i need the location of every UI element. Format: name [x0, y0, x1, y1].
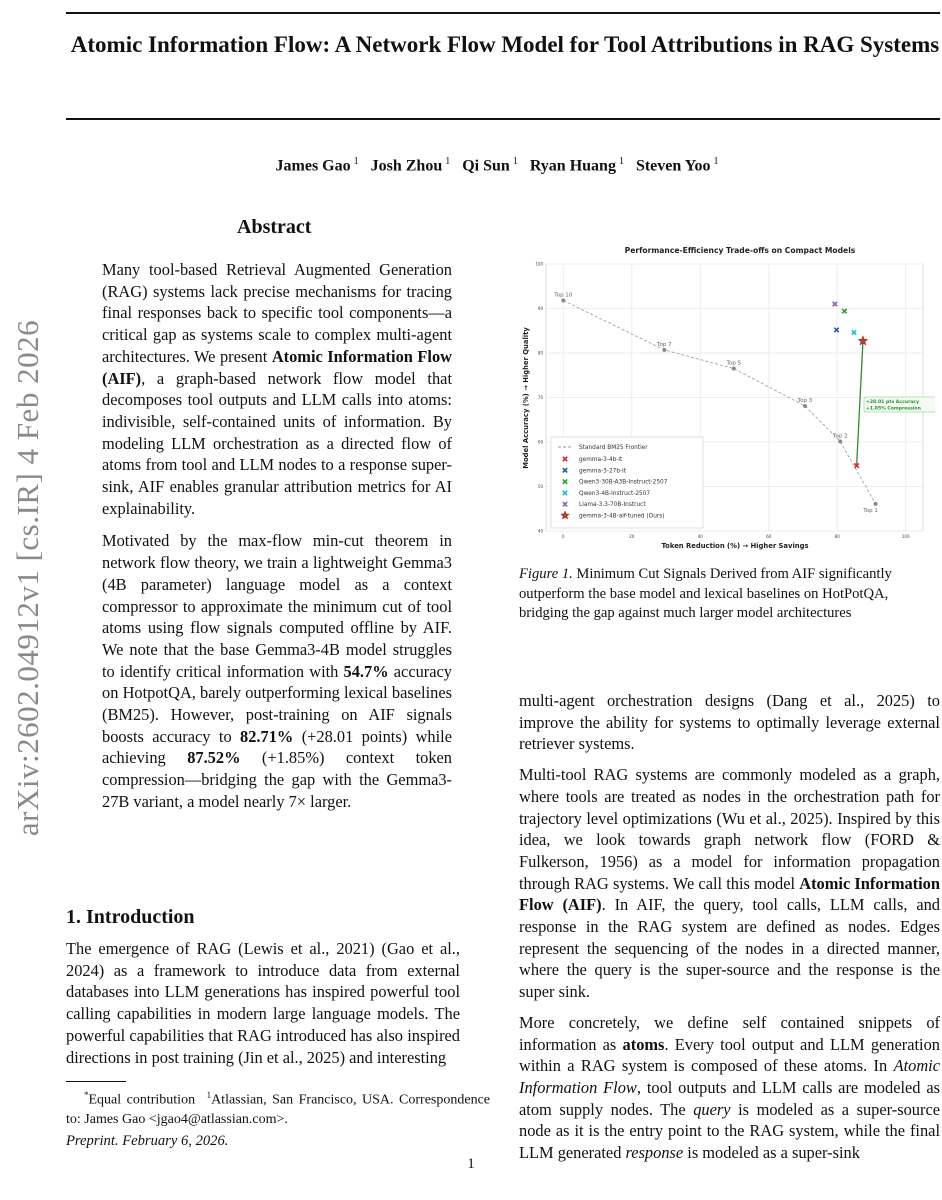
italic-text: Atomic Information Flow — [519, 1056, 940, 1097]
y-tick-label: 40 — [537, 528, 543, 534]
author-name: Steven Yoo — [635, 157, 711, 175]
frontier-point — [662, 348, 666, 352]
author-name: James Gao — [275, 157, 351, 175]
legend-label: Standard BM25 Frontier — [579, 445, 648, 451]
bold-text: Atomic Information Flow (AIF) — [102, 346, 452, 388]
introduction-body — [66, 938, 460, 1068]
abstract-paragraph — [102, 530, 452, 812]
bold-text: 87.52% — [187, 748, 241, 768]
body-paragraph — [519, 1012, 940, 1164]
body-paragraph — [519, 690, 940, 755]
frontier-point — [561, 298, 565, 302]
page-number: 1 — [467, 1156, 475, 1172]
author-name: Ryan Huang — [529, 157, 616, 175]
frontier-point — [803, 404, 807, 408]
frontier-point-label: Top 3 — [797, 397, 813, 404]
frontier-point — [732, 367, 736, 371]
author-affiliation-mark: 1 — [512, 156, 518, 167]
bold-text: Atomic Information Flow (AIF) — [519, 873, 940, 915]
annotation-compression: +1.85% Compression — [866, 406, 921, 412]
italic-text: response — [625, 1143, 684, 1163]
bold-text: 82.71% — [240, 726, 294, 746]
legend-label: gemma-3-27b-it — [579, 468, 626, 475]
y-tick-label: 70 — [537, 395, 543, 400]
text-run: Multi-tool RAG systems are commonly modeled as a graph, where tools are treated as nodes in the orchestration path for trajectory level optimizations (Wu et al., 2025). Inspired by this idea, we look towards graph network flow (FORD & Fulkerson, 1956) as a model for information propagation through RAG systems. We call this model — [519, 765, 940, 893]
text-run: multi-agent orchestration designs (Dang et al., 2025) to improve the ability for systems to optimally leverage external retriever systems. — [519, 691, 940, 754]
author-name: Josh Zhou — [370, 157, 443, 175]
top-rule — [66, 12, 940, 14]
performance-efficiency-chart — [515, 240, 935, 560]
paper-title: Atomic Information Flow: A Network Flow Model for Tool Attributions in RAG Systems — [70, 32, 940, 57]
frontier-point — [874, 502, 878, 506]
text-run: , tool outputs and LLM calls are modeled as atom supply nodes. The — [519, 1077, 941, 1119]
x-tick-label: 60 — [766, 534, 772, 539]
y-tick-label: 50 — [537, 484, 543, 489]
text-run: The emergence of RAG (Lewis et al., 2021) (Gao et al., 2024) as a framework to introduce data from external databases into LLM generations has inspired powerful tool calling capabilities in modern large language models. The powerful capabilities that RAG introduced has also inspired directions in post training (Jin et al., 2025) and interesting — [66, 939, 460, 1067]
author-affiliation-mark: 1 — [353, 156, 359, 167]
x-tick-label: 40 — [697, 534, 703, 539]
legend-label: Llama-3.3-70B-Instruct — [579, 502, 646, 509]
x-tick-label: 80 — [834, 534, 840, 539]
text-run: (+1.85%) context token compression—bridging the gap with the Gemma3-27B variant, a model nearly 7× larger. — [102, 748, 453, 811]
text-run: More concretely, we define self contained snippets of information as — [519, 1012, 940, 1054]
footnote: *Equal contribution $^1$Atlassian, San Francisco, USA. Correspondence to: James Gao <jgao4@atlassian.com>. — [66, 1090, 490, 1127]
chart-title: Performance-Efficiency Trade-offs on Compact Models — [624, 246, 856, 255]
arxiv-identifier-stamp: arXiv:2602.04912v1 [cs.IR] 4 Feb 2026 — [10, 319, 45, 837]
frontier-point-label: Top 2 — [833, 433, 848, 440]
y-tick-label: 80 — [537, 350, 543, 356]
text-run: . Every tool output and LLM generation within a RAG system is composed of these atoms. In — [519, 1034, 940, 1076]
footnote-equal-contribution: Equal contribution — [88, 1092, 196, 1108]
text-run: (+28.01 points) while achieving — [102, 726, 452, 768]
legend-label: gemma-3-4B-aif-tuned (Ours) — [579, 513, 665, 520]
bold-text: atoms — [622, 1034, 665, 1054]
y-tick-label: 100 — [535, 261, 543, 267]
legend-label: Qwen3-4B-Instruct-2507 — [579, 490, 651, 497]
text-run: accuracy on HotpotQA, barely outperforming lexical baselines (BM25). However, post-training on AIF signals boosts accuracy to — [102, 661, 452, 746]
frontier-point-label: Top 5 — [726, 360, 742, 367]
footnote-affiliation: Atlassian, San Francisco, USA. Correspondence to: James Gao <jgao4@atlassian.com>. — [66, 1092, 490, 1127]
right-column-body — [519, 690, 940, 1164]
text-run: is modeled as a super-source node as it is the entry point to the RAG system, while the final LLM generated — [519, 1099, 941, 1163]
y-axis-label: Model Accuracy (%) → Higher Quality — [522, 327, 530, 469]
body-paragraph — [519, 764, 940, 1003]
title-rule — [66, 118, 940, 120]
preprint-date: Preprint. February 6, 2026. — [66, 1133, 229, 1149]
italic-text: query — [693, 1099, 731, 1119]
author-list — [66, 156, 940, 175]
bold-text: 54.7% — [343, 661, 389, 681]
annotation-accuracy: +28.01 pts Accuracy — [866, 400, 920, 405]
text-run: . In AIF, the query, tool calls, LLM calls, and response in the RAG system are defined as nodes. Edges represent the sequencing of the nodes in a directed manner, where the query is the super-source and the response is the super sink. — [519, 895, 940, 1002]
figure-caption-text: Minimum Cut Signals Derived from AIF significantly outperform the base model and lexical baselines on HotPotQA, bridging the gap against much larger model architectures — [519, 566, 892, 621]
y-tick-label: 90 — [537, 306, 543, 311]
x-tick-label: 100 — [901, 534, 910, 539]
author-affiliation-mark: 1 — [445, 156, 451, 167]
frontier-point-label: Top 10 — [554, 292, 573, 299]
x-tick-label: 20 — [629, 534, 635, 539]
abstract-paragraph — [102, 259, 452, 519]
frontier-point — [838, 440, 842, 444]
frontier-point-label: Top 7 — [657, 341, 672, 348]
frontier-point-label: Top 1 — [863, 507, 878, 514]
author-affiliation-mark: 1 — [618, 156, 624, 167]
text-run: , a graph-based network flow model that decomposes tool outputs and LLM calls into atoms: indivisible, self-contained units of information. By modeling LLM orchestration as a directed flow of atoms from tool and LLM nodes to a response super-sink, AIF enables granular attribution metrics for AI explainability. — [102, 368, 452, 518]
author-name: Qi Sun — [462, 157, 510, 175]
section-heading-introduction: 1. Introduction — [66, 906, 195, 928]
abstract-heading: Abstract — [237, 216, 312, 238]
y-tick-label: 60 — [537, 439, 543, 445]
text-run: Many tool-based Retrieval Augmented Generation (RAG) systems lack precise mechanisms for tracing final responses back to specific tool components—a critical gap as systems scale to complex multi-agent architectures. We present — [102, 260, 452, 366]
x-tick-label: 0 — [562, 534, 565, 539]
footnote-rule — [66, 1081, 126, 1082]
abstract-body — [102, 259, 452, 813]
legend-label: Qwen3-30B-A3B-Instruct-2507 — [579, 479, 668, 486]
figure-label: Figure 1. — [519, 566, 573, 582]
text-run: is modeled as a super-sink — [683, 1143, 860, 1163]
legend-label: gemma-3-4b-it — [579, 457, 623, 463]
text-run: Motivated by the max-flow min-cut theorem in network flow theory, we train a lightweight Gemma3 (4B parameter) language model as a context compressor to approximate the minimum cut of tool atoms using flow signals computed offline by AIF. We note that the base Gemma3-4B model struggles to identify critical information with — [102, 531, 452, 681]
intro-paragraph — [66, 938, 460, 1068]
author-affiliation-mark: 1 — [713, 156, 719, 167]
x-axis-label: Token Reduction (%) → Higher Savings — [661, 542, 809, 550]
figure-caption — [519, 565, 940, 624]
